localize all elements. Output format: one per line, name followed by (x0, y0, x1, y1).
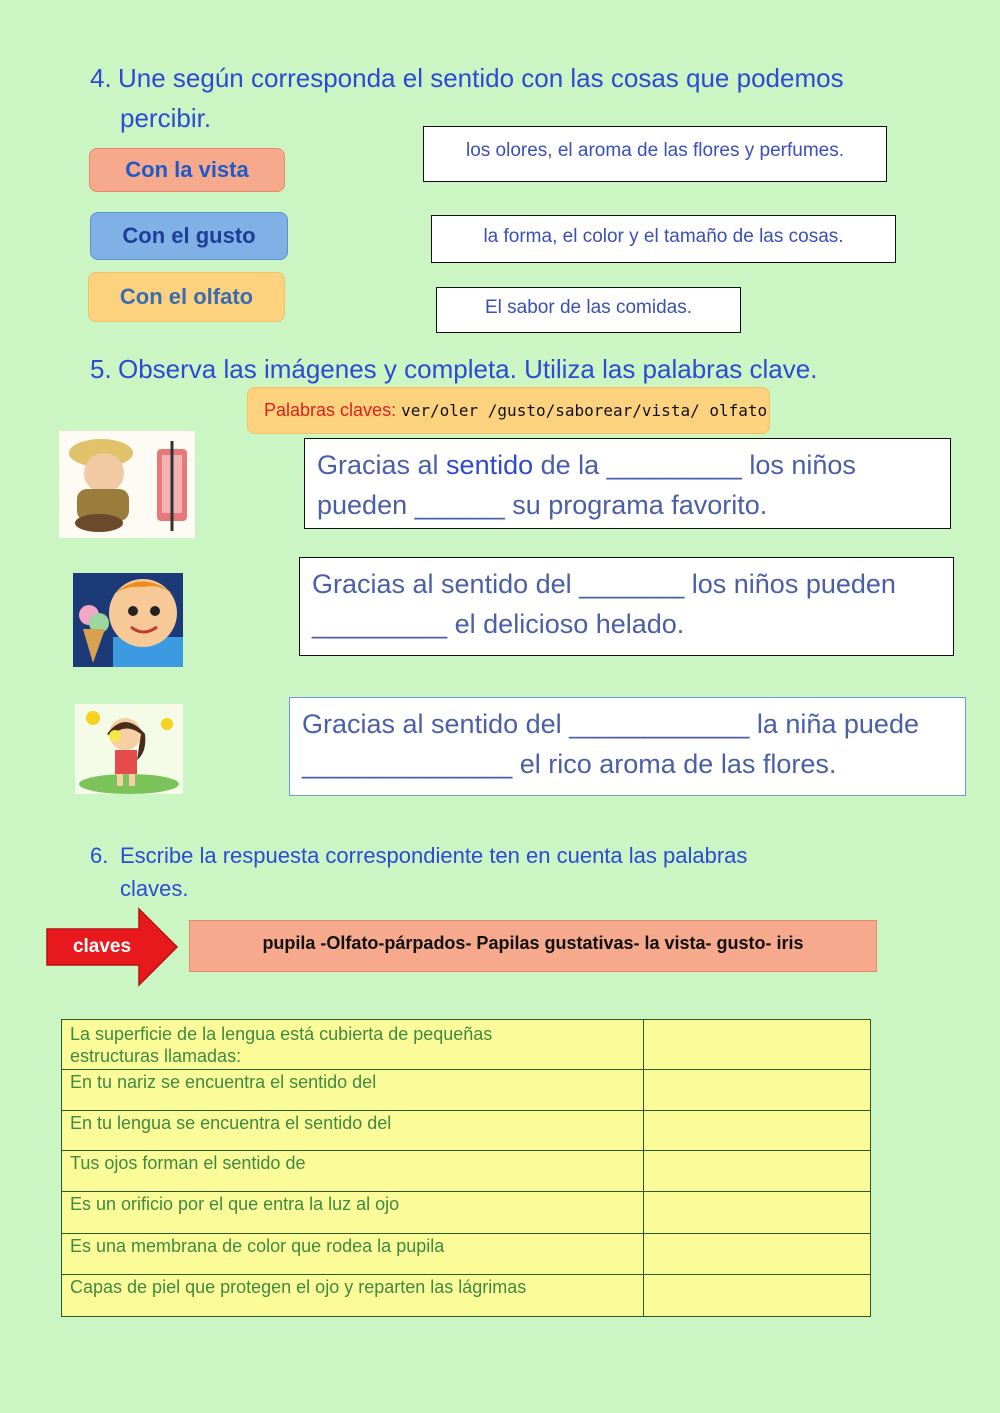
section4-instruction: Une según corresponda el sentido con las cosas que podemos (118, 63, 844, 93)
table-row (62, 1234, 871, 1275)
question-text: Capas de piel que protegen el ojo y reparten las lágrimas (70, 1277, 527, 1297)
answer-cell[interactable] (644, 1111, 871, 1151)
keywords-banner (247, 387, 770, 434)
question-cell (62, 1192, 644, 1234)
match-option-sabor[interactable]: El sabor de las comidas. (436, 287, 741, 333)
section6-instruction-cont: claves. (120, 876, 189, 901)
answer-cell[interactable] (644, 1192, 871, 1234)
question-text-cont: estructuras llamadas: (70, 1046, 242, 1066)
sentence-box-vista[interactable] (304, 438, 951, 529)
section4-instruction-cont: percibir. (120, 103, 212, 133)
sense-olfato-button[interactable]: Con el olfato (88, 272, 285, 322)
answer-cell[interactable] (644, 1020, 871, 1070)
sentence-1-highlight: sentido (446, 450, 534, 480)
questions-table (61, 1019, 871, 1317)
match-option-forma[interactable]: la forma, el color y el tamaño de las cosas. (431, 215, 896, 263)
sentence-box-olfato[interactable] (289, 697, 966, 796)
section4-number: 4. (90, 63, 112, 93)
boy-watching-tv-image (59, 431, 195, 538)
section6-number: 6. (90, 843, 109, 868)
table-row (62, 1151, 871, 1192)
sentence-1-rest: de la _________ los niños (533, 450, 856, 480)
table-row (62, 1111, 871, 1151)
sentence-box-gusto[interactable] (299, 557, 954, 656)
section6-keywords-box: pupila -Olfato-párpados- Papilas gustativas- la vista- gusto- iris (189, 920, 877, 972)
answer-cell[interactable] (644, 1070, 871, 1111)
question-text: En tu nariz se encuentra el sentido del (70, 1072, 377, 1092)
sentence-2-line2: _________ el delicioso helado. (312, 609, 685, 639)
question-cell (62, 1070, 644, 1111)
section5-number: 5. (90, 354, 112, 384)
section6-instruction: Escribe la respuesta correspondiente ten en cuenta las palabras (120, 843, 748, 868)
match-option-olores[interactable]: los olores, el aroma de las flores y perfumes. (423, 126, 887, 182)
girl-smelling-flower-image (75, 704, 183, 794)
keywords-label: Palabras claves: (264, 400, 397, 420)
sentence-2-line1: Gracias al sentido del _______ los niños pueden (312, 569, 896, 599)
sense-vista-button[interactable]: Con la vista (89, 148, 285, 192)
question-cell (62, 1275, 644, 1317)
sentence-1-prefix: Gracias al (317, 450, 447, 480)
question-cell (62, 1234, 644, 1275)
claves-arrow (46, 907, 179, 987)
table-row (62, 1192, 871, 1234)
answer-cell[interactable] (644, 1275, 871, 1317)
question-text: Es un orificio por el que entra la luz al ojo (70, 1194, 400, 1214)
table-row (62, 1020, 871, 1070)
question-text: Es una membrana de color que rodea la pupila (70, 1236, 445, 1256)
answer-cell[interactable] (644, 1234, 871, 1275)
answer-cell[interactable] (644, 1151, 871, 1192)
question-text: Tus ojos forman el sentido de (70, 1153, 306, 1173)
question-cell (62, 1151, 644, 1192)
question-cell (62, 1020, 644, 1070)
question-text: La superficie de la lengua está cubierta de pequeñas (70, 1024, 493, 1044)
sentence-3-line2: ______________ el rico aroma de las flores. (302, 749, 837, 779)
sentence-1-line2: pueden ______ su programa favorito. (317, 490, 768, 520)
table-row (62, 1070, 871, 1111)
table-row (62, 1275, 871, 1317)
sense-gusto-button[interactable]: Con el gusto (90, 212, 288, 260)
claves-arrow-label: claves (72, 936, 132, 957)
boy-ice-cream-image (73, 573, 183, 667)
section5-instruction: Observa las imágenes y completa. Utiliza las palabras clave. (118, 354, 818, 384)
keywords-list: ver/oler /gusto/saborear/vista/ olfato (401, 401, 768, 420)
question-cell (62, 1111, 644, 1151)
sentence-3-line1: Gracias al sentido del ____________ la niña puede (302, 709, 919, 739)
question-text: En tu lengua se encuentra el sentido del (70, 1113, 392, 1133)
